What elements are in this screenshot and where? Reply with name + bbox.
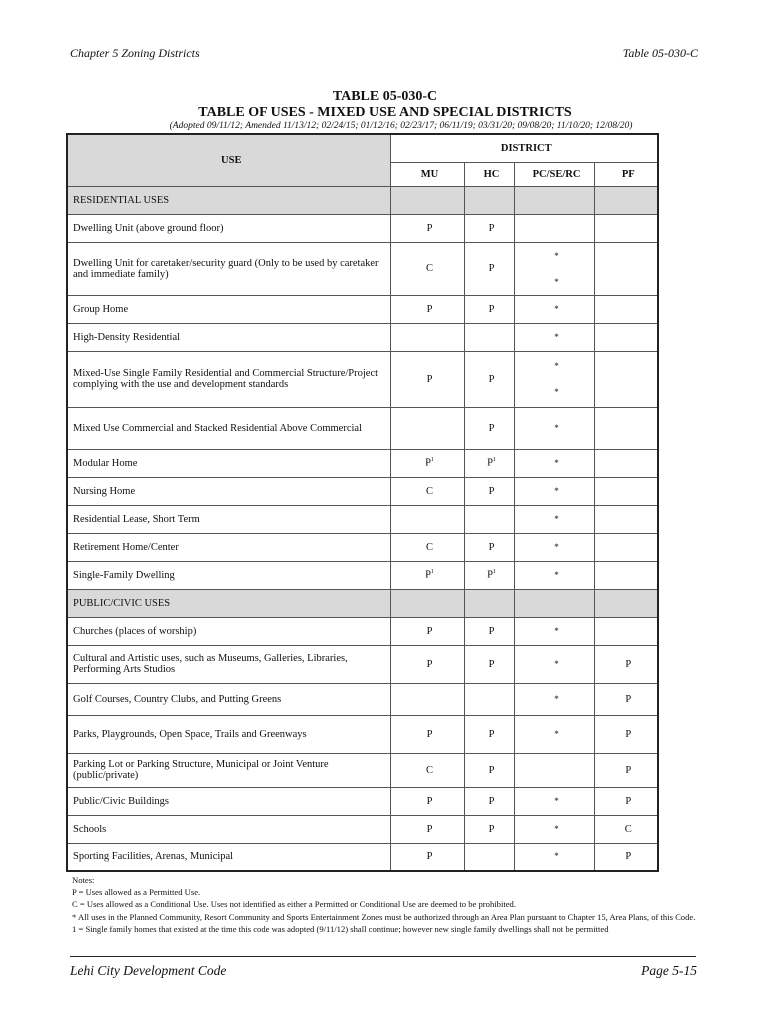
footnote-marker: 1 [492,457,496,464]
asterisk-mark: * [554,728,559,739]
footnote-marker: 1 [430,569,434,576]
designation-value: P [426,851,433,863]
pc-se-rc-cell [514,407,594,449]
hc-cell [464,561,514,589]
hc-cell [464,787,514,815]
asterisk-mark: * [554,331,559,342]
hc-cell [464,715,514,753]
footer-rule [70,956,696,957]
pc-se-rc-cell [514,477,594,505]
pf-cell [594,295,658,323]
table-row [67,407,658,449]
pf-cell [594,323,658,351]
pf-cell [594,214,658,242]
footer-code-name: Lehi City Development Code [70,963,227,978]
asterisk-mark: * [554,795,559,806]
section-filler-cell [464,589,514,617]
use-cell: Public/Civic Buildings [67,787,390,815]
section-filler-cell [390,589,464,617]
note-single-family: 1 = Single family homes that existed at the time this code was adopted (9/11/12) shall continue; however new single family dwellings shall not be permitted [72,923,609,934]
section-row [67,186,658,214]
note-conditional: C = Uses allowed as a Conditional Use. Uses not identified as either a Permitted or Conditional Use are deemed to be prohibited. [72,899,516,910]
pc-se-rc-cell [514,843,594,871]
pf-cell [594,407,658,449]
hc-cell [464,295,514,323]
designation-value: C [425,263,433,274]
asterisk-mark: * [554,457,559,468]
pf-cell [594,787,658,815]
designation-value: P [488,485,495,497]
pc-se-rc-cell [514,753,594,787]
pf-cell [594,815,658,843]
designation-value: P [625,693,632,705]
hc-cell [464,449,514,477]
running-header-chapter: Chapter 5 Zoning Districts [70,46,200,60]
table-number: TABLE 05-030-C [332,89,438,104]
pf-cell [594,617,658,645]
mu-cell [390,815,464,843]
designation-value: P [426,373,433,385]
pc-se-rc-cell [514,715,594,753]
pc-se-rc-cell [514,505,594,533]
hc-cell [464,477,514,505]
hc-cell [464,214,514,242]
designation-value: P [488,373,495,385]
mu-cell [390,214,464,242]
mu-cell [390,645,464,683]
pc-se-rc-cell [514,617,594,645]
asterisk-mark: * [554,485,559,496]
pf-cell [594,715,658,753]
section-title: RESIDENTIAL USES [67,186,390,214]
designation-value: P [488,795,495,807]
mu-cell [390,407,464,449]
table-row [67,753,658,787]
designation-value: P [488,263,495,274]
designation-value: P [426,823,433,835]
use-cell: Churches (places of worship) [67,617,390,645]
table-row [67,683,658,715]
footnote-marker: 1 [492,569,496,576]
adoption-history: (Adopted 09/11/12; Amended 11/13/12; 02/24/15; 01/12/16; 02/23/17; 06/11/19; 03/31/20; 09/08/20; 11/10/20; 12/08/20) [169,121,633,131]
hc-cell [464,407,514,449]
pf-cell [594,683,658,715]
table-row [67,561,658,589]
pf-cell [594,477,658,505]
hc-cell [464,242,514,295]
asterisk-mark: * [554,625,559,636]
running-header-table-ref: Table 05-030-C [622,46,698,60]
table-row [67,351,658,407]
mu-cell [390,505,464,533]
pc-se-rc-cell [514,214,594,242]
pc-se-rc-cell [514,351,594,407]
mu-cell [390,323,464,351]
asterisk-mark: * [554,569,559,580]
table-title: TABLE OF USES - MIXED USE AND SPECIAL DISTRICTS [198,105,572,120]
use-cell: Schools [67,815,390,843]
use-cell: Parking Lot or Parking Structure, Municipal or Joint Venture (public/private) [67,753,390,787]
use-cell: Modular Home [67,449,390,477]
pf-cell [594,505,658,533]
table-row [67,715,658,753]
designation-value: P [426,728,433,740]
table-row [67,242,658,295]
designation-value: C [624,823,632,835]
pf-cell [594,645,658,683]
hc-cell [464,645,514,683]
section-filler-cell [514,589,594,617]
hc-cell [464,753,514,787]
use-cell: Nursing Home [67,477,390,505]
designation-value: P [488,823,495,835]
use-cell: Dwelling Unit for caretaker/security guard (Only to be used by caretaker and immediate family) [67,242,390,295]
notes [72,874,732,935]
table-row [67,787,658,815]
pf-cell [594,843,658,871]
designation-value: P [488,728,495,740]
section-filler-cell [464,186,514,214]
table-row [67,477,658,505]
use-cell: Cultural and Artistic uses, such as Museums, Galleries, Libraries, Performing Arts Studios [67,645,390,683]
designation-value: P [625,764,632,776]
mu-cell [390,477,464,505]
hc-cell [464,323,514,351]
mu-cell [390,533,464,561]
hc-cell [464,533,514,561]
designation-value: P [625,658,632,670]
designation-value: P [488,625,495,637]
column-header-mu: MU [390,162,464,186]
pc-se-rc-cell [514,683,594,715]
mu-cell [390,787,464,815]
mu-cell [390,753,464,787]
use-cell: Mixed-Use Single Family Residential and Commercial Structure/Project complying with the use and development standards [67,351,390,407]
mu-cell [390,843,464,871]
designation-value: P [426,222,433,234]
hc-cell [464,617,514,645]
asterisk-mark: * [554,422,559,433]
designation-value: P [487,569,493,581]
table-row [67,533,658,561]
asterisk-mark: * [554,361,559,371]
asterisk-mark: * [554,513,559,524]
uses-table [66,133,659,872]
designation-value: C [425,764,433,776]
designation-value: P [425,569,431,581]
pf-cell [594,561,658,589]
designation-value: C [425,485,433,497]
pc-se-rc-cell [514,449,594,477]
designation-value: P [488,222,495,234]
mu-cell [390,449,464,477]
mu-cell [390,295,464,323]
designation-value: P [488,303,495,315]
asterisk-mark: * [554,276,559,287]
asterisk-mark: * [554,387,559,397]
pf-cell [594,449,658,477]
hc-cell [464,351,514,407]
mu-cell [390,242,464,295]
column-header-pf: PF [594,162,658,186]
section-filler-cell [390,186,464,214]
table-row [67,617,658,645]
table-row [67,645,658,683]
table-row [67,505,658,533]
use-cell: Dwelling Unit (above ground floor) [67,214,390,242]
asterisk-mark: * [554,658,559,669]
pc-se-rc-cell [514,645,594,683]
use-cell: Single-Family Dwelling [67,561,390,589]
hc-cell [464,843,514,871]
asterisk-mark: * [554,303,559,314]
use-cell: Parks, Playgrounds, Open Space, Trails and Greenways [67,715,390,753]
table-row [67,815,658,843]
pc-se-rc-cell [514,295,594,323]
hc-cell [464,683,514,715]
use-cell: Sporting Facilities, Arenas, Municipal [67,843,390,871]
mu-cell [390,715,464,753]
table-row [67,323,658,351]
pc-se-rc-cell [514,561,594,589]
district-header: DISTRICT [390,134,658,162]
hc-cell [464,505,514,533]
designation-value: P [426,303,433,315]
mu-cell [390,683,464,715]
asterisk-mark: * [554,250,559,261]
pc-se-rc-cell [514,323,594,351]
designation-value: C [425,541,433,553]
designation-value: P [426,795,433,807]
section-row [67,589,658,617]
designation-value: P [426,658,433,670]
pc-se-rc-cell [514,533,594,561]
column-header-hc: HC [464,162,514,186]
table-row [67,295,658,323]
mu-cell [390,617,464,645]
pc-se-rc-cell [514,815,594,843]
asterisk-mark: * [554,693,559,704]
pf-cell [594,753,658,787]
use-cell: High-Density Residential [67,323,390,351]
asterisk-mark: * [554,541,559,552]
section-title: PUBLIC/CIVIC USES [67,589,390,617]
pf-cell [594,533,658,561]
note-permitted: P = Uses allowed as a Permitted Use. [72,887,201,898]
designation-value: P [487,457,493,469]
mu-cell [390,561,464,589]
use-cell: Retirement Home/Center [67,533,390,561]
hc-cell [464,815,514,843]
use-cell: Residential Lease, Short Term [67,505,390,533]
page-number: Page 5-15 [641,963,697,978]
asterisk-mark: * [554,851,559,862]
designation-value: P [425,457,431,469]
use-cell: Mixed Use Commercial and Stacked Residential Above Commercial [67,407,390,449]
section-filler-cell [594,589,658,617]
designation-value: P [488,764,495,776]
designation-value: P [488,422,495,434]
column-header-pc-se-rc: PC/SE/RC [514,162,594,186]
mu-cell [390,351,464,407]
designation-value: P [426,625,433,637]
section-filler-cell [594,186,658,214]
asterisk-mark: * [554,823,559,834]
footnote-marker: 1 [430,457,434,464]
table-row [67,214,658,242]
use-cell: Golf Courses, Country Clubs, and Putting Greens [67,683,390,715]
designation-value: P [488,658,495,670]
pc-se-rc-cell [514,242,594,295]
use-column-header: USE [67,134,390,186]
pf-cell [594,242,658,295]
designation-value: P [488,541,495,553]
designation-value: P [625,795,632,807]
notes-heading: Notes: [72,875,95,885]
table-row [67,449,658,477]
use-cell: Group Home [67,295,390,323]
pc-se-rc-cell [514,787,594,815]
designation-value: P [625,728,632,740]
designation-value: P [625,851,632,863]
table-row [67,843,658,871]
section-filler-cell [514,186,594,214]
note-area-plan: * All uses in the Planned Community, Resort Community and Sports Entertainment Zones must be authorized through an Area Plan pursuant to Chapter 15, Area Plans, of this Code. [72,911,696,922]
pf-cell [594,351,658,407]
